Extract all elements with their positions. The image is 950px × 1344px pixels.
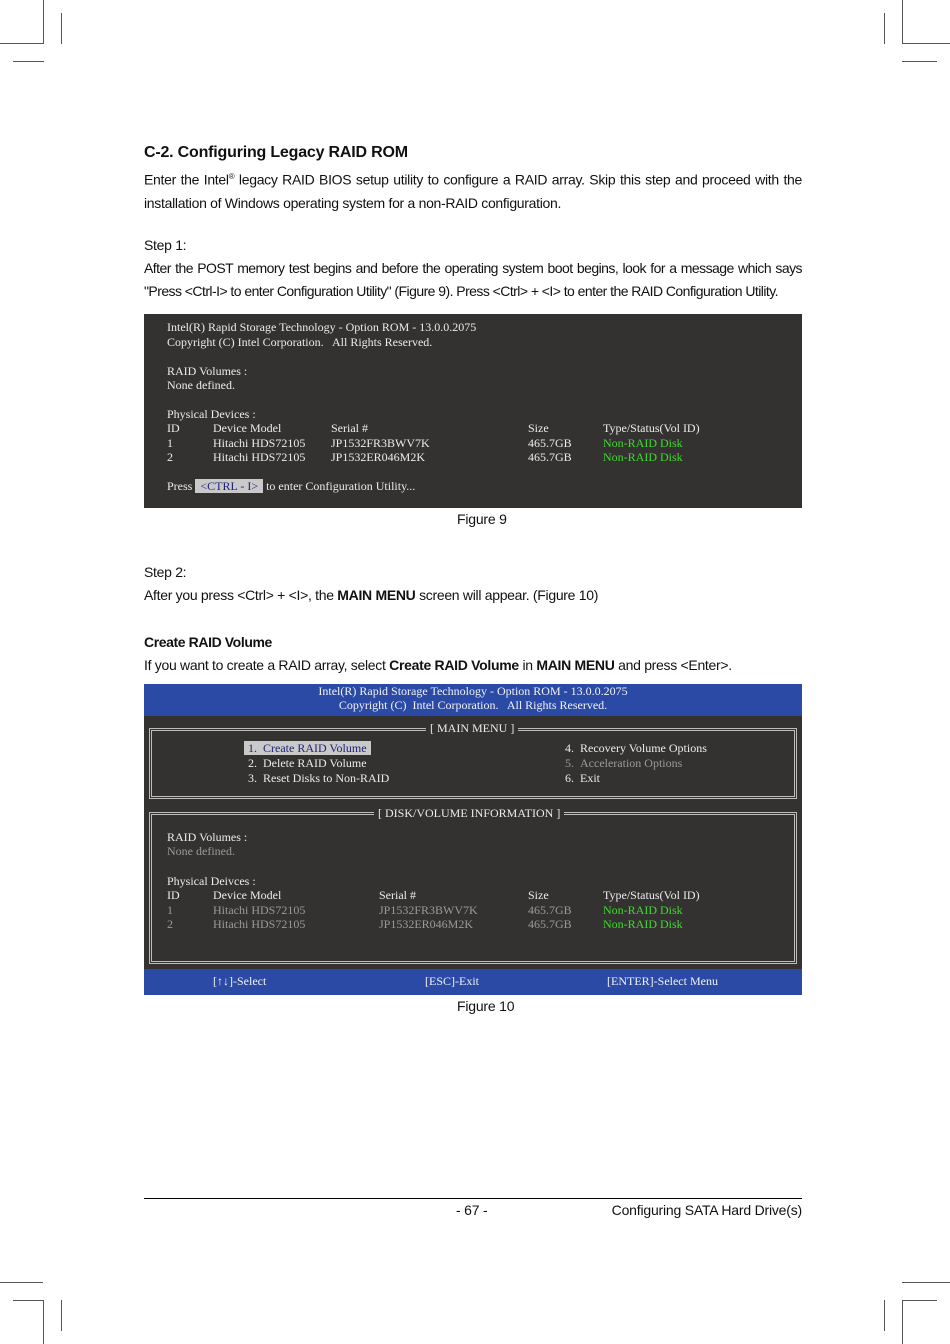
menu-item-label: Acceleration Options xyxy=(580,756,683,770)
f10-header xyxy=(144,684,802,716)
f10-dev2-status: Non-RAID Disk xyxy=(603,917,683,931)
crop-mark xyxy=(43,1300,44,1344)
menu-item-label: Reset Disks to Non-RAID xyxy=(263,771,390,785)
intro-text-2: legacy RAID BIOS setup utility to configure a RAID array. Skip this step and proceed with the xyxy=(234,171,803,188)
f10-footer xyxy=(144,969,802,995)
f10-dev2-size: 465.7GB xyxy=(528,917,572,931)
f10-raid-volumes-label: RAID Volumes : xyxy=(167,830,248,844)
f10-key-enter: [ENTER]-Select Menu xyxy=(607,974,718,988)
f9-dev1-id: 1 xyxy=(167,436,173,450)
f9-dev1-model: Hitachi HDS72105 xyxy=(213,436,306,450)
figure10-caption: Figure 10 xyxy=(457,998,515,1014)
f9-title: Intel(R) Rapid Storage Technology - Option ROM - 13.0.0.2075 xyxy=(167,320,477,334)
menu-item-num: 5. xyxy=(565,756,574,770)
f9-raid-volumes-label: RAID Volumes : xyxy=(167,364,248,378)
f9-dev2-size: 465.7GB xyxy=(528,450,572,464)
create-bold-1: Create RAID Volume xyxy=(389,657,519,673)
page-number: - 67 - xyxy=(456,1202,488,1218)
f9-press: Press xyxy=(167,479,196,493)
f9-dev1-size: 465.7GB xyxy=(528,436,572,450)
create-paragraph xyxy=(144,631,802,677)
crop-mark xyxy=(13,61,44,62)
figure10-bios-screen xyxy=(144,684,802,995)
f9-dev1-status: Non-RAID Disk xyxy=(603,436,683,450)
menu-item-label: Create RAID Volume xyxy=(263,741,367,755)
f10-dev1-id: 1 xyxy=(167,903,173,917)
f9-press-line xyxy=(167,479,415,494)
crop-mark xyxy=(902,43,950,44)
f9-physical-label: Physical Devices : xyxy=(167,407,256,421)
f9-dev2-status: Non-RAID Disk xyxy=(603,450,683,464)
f10-main-menu-label: [ MAIN MENU ] xyxy=(426,721,518,736)
f10-dev2-model: Hitachi HDS72105 xyxy=(213,917,306,931)
f9-dev2-id: 2 xyxy=(167,450,173,464)
f9-col-model: Device Model xyxy=(213,421,282,435)
step2-text-2: screen will appear. (Figure 10) xyxy=(415,587,599,603)
step2-paragraph xyxy=(144,561,802,607)
figure9-bios-screen xyxy=(144,314,802,508)
f9-press-tail: to enter Configuration Utility... xyxy=(263,479,416,493)
f10-dev1-size: 465.7GB xyxy=(528,903,572,917)
f9-col-size: Size xyxy=(528,421,549,435)
step1-line-1: After the POST memory test begins and before the operating system boot begins, look for a message which says xyxy=(144,260,802,276)
menu-item-reset-disks[interactable] xyxy=(248,771,389,786)
step2-text xyxy=(144,584,802,607)
f9-raid-volumes-value: None defined. xyxy=(167,378,235,392)
f9-dev1-serial: JP1532FR3BWV7K xyxy=(331,436,430,450)
registered-mark: ® xyxy=(228,172,235,181)
menu-item-num: 3. xyxy=(248,771,257,785)
menu-item-label: Delete RAID Volume xyxy=(263,756,367,770)
f10-col-model: Device Model xyxy=(213,888,282,902)
crop-mark xyxy=(902,61,937,62)
f10-key-exit: [ESC]-Exit xyxy=(425,974,479,988)
f9-copyright: Copyright (C) Intel Corporation. All Rights Reserved. xyxy=(167,335,433,349)
step1-label: Step 1: xyxy=(144,237,187,253)
crop-mark xyxy=(43,0,44,44)
menu-item-num: 6. xyxy=(565,771,574,785)
f9-dev2-model: Hitachi HDS72105 xyxy=(213,450,306,464)
crop-mark xyxy=(902,1300,903,1344)
f9-col-status: Type/Status(Vol ID) xyxy=(603,421,700,435)
crop-mark xyxy=(13,1300,44,1301)
figure9-caption: Figure 9 xyxy=(457,511,507,527)
f10-dev1-serial: JP1532FR3BWV7K xyxy=(379,903,478,917)
menu-item-label: Recovery Volume Options xyxy=(580,741,707,755)
create-text-1: If you want to create a RAID array, select xyxy=(144,657,390,673)
create-text-3: and press <Enter>. xyxy=(614,657,732,673)
footer-section-title: Configuring SATA Hard Drive(s) xyxy=(611,1202,802,1218)
f10-copyright: Copyright (C) Intel Corporation. All Rights Reserved. xyxy=(338,698,608,712)
f10-title: Intel(R) Rapid Storage Technology - Option ROM - 13.0.0.2075 xyxy=(318,684,628,698)
crop-mark xyxy=(61,1300,62,1331)
f10-raid-volumes-value: None defined. xyxy=(167,844,235,858)
step1-paragraph xyxy=(144,234,802,303)
menu-item-num: 2. xyxy=(248,756,257,770)
footer-divider xyxy=(144,1198,802,1199)
menu-item-acceleration-options xyxy=(565,756,682,771)
f10-col-size: Size xyxy=(528,888,549,902)
f10-key-select: [↑↓]-Select xyxy=(213,974,267,988)
crop-mark xyxy=(0,1282,43,1283)
intro-line-2: installation of Windows operating system for a non-RAID configuration. xyxy=(144,194,562,211)
crop-mark xyxy=(902,1282,950,1283)
f9-ctrl-i-key: <CTRL - I> xyxy=(195,479,263,493)
f10-dev2-id: 2 xyxy=(167,917,173,931)
f9-col-id: ID xyxy=(167,421,180,435)
crop-mark xyxy=(884,1300,885,1331)
step2-text-1: After you press <Ctrl> + <I>, the xyxy=(144,587,338,603)
section-heading: C-2. Configuring Legacy RAID ROM xyxy=(144,144,408,161)
step2-label: Step 2: xyxy=(144,564,187,580)
step1-line-2: "Press <Ctrl-I> to enter Configuration Utility" (Figure 9). Press <Ctrl> + <I> to enter the RAID Configuration Utility. xyxy=(144,283,779,299)
menu-item-label: Exit xyxy=(580,771,600,785)
f9-col-serial: Serial # xyxy=(331,421,368,435)
f10-dev1-status: Non-RAID Disk xyxy=(603,903,683,917)
crop-mark xyxy=(902,0,903,44)
f10-disk-info-label: [ DISK/VOLUME INFORMATION ] xyxy=(374,806,564,821)
create-text-2: in xyxy=(518,657,537,673)
f10-main-menu-box xyxy=(149,728,797,799)
menu-item-exit[interactable] xyxy=(565,771,600,786)
intro-paragraph xyxy=(144,165,802,215)
crop-mark xyxy=(902,1300,937,1301)
crop-mark xyxy=(61,13,62,44)
step2-main-menu: MAIN MENU xyxy=(337,587,416,603)
f10-dev2-serial: JP1532ER046M2K xyxy=(379,917,474,931)
f10-physical-label: Physical Deivces : xyxy=(167,874,256,888)
menu-item-delete-raid-volume[interactable] xyxy=(248,756,367,771)
create-bold-2: MAIN MENU xyxy=(536,657,615,673)
menu-item-create-raid-volume[interactable] xyxy=(244,741,371,756)
f10-col-status: Type/Status(Vol ID) xyxy=(603,888,700,902)
create-text xyxy=(144,654,802,677)
menu-item-num: 1. xyxy=(248,741,257,755)
crop-mark xyxy=(884,13,885,44)
intro-text-1: Enter the Intel xyxy=(144,171,229,188)
f10-col-serial: Serial # xyxy=(379,888,416,902)
f10-col-id: ID xyxy=(167,888,180,902)
create-title: Create RAID Volume xyxy=(144,634,272,650)
menu-item-num: 4. xyxy=(565,741,574,755)
crop-mark xyxy=(0,43,43,44)
f9-dev2-serial: JP1532ER046M2K xyxy=(331,450,426,464)
f10-dev1-model: Hitachi HDS72105 xyxy=(213,903,306,917)
menu-item-recovery-volume-options[interactable] xyxy=(565,741,707,756)
